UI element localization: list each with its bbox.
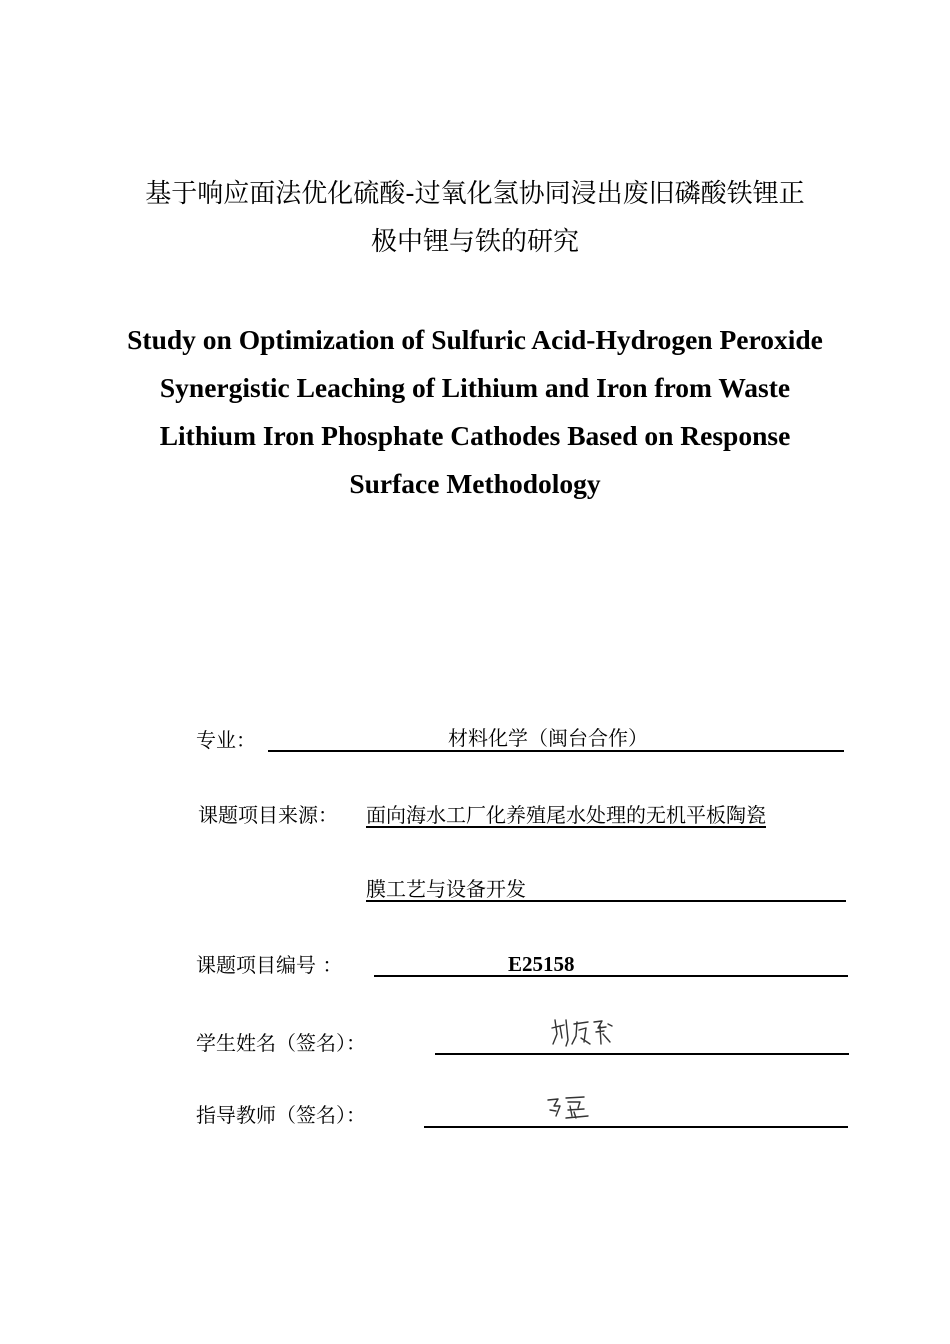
advisor-label: 指导教师（签名）：: [196, 1103, 366, 1127]
source-label: 课题项目来源：: [198, 803, 338, 827]
source-value-line2: 膜工艺与设备开发: [366, 877, 526, 901]
source-value-line1: 面向海水工厂化养殖尾水处理的无机平板陶瓷: [366, 803, 766, 827]
title-en: [0, 316, 950, 508]
project-no-label: 课题项目编号 ：: [196, 953, 343, 977]
student-underline: [435, 1053, 849, 1055]
title-en-line3: Lithium Iron Phosphate Cathodes Based on Response: [159, 420, 791, 451]
advisor-underline: [424, 1126, 848, 1128]
project-no-value: E25158: [508, 952, 575, 976]
student-label: 学生姓名（签名）：: [196, 1031, 366, 1055]
title-cn-line1: 基于响应面法优化硫酸-过氧化氢协同浸出废旧磷酸铁锂正: [145, 179, 805, 209]
student-signature: [546, 1014, 616, 1050]
advisor-signature: [544, 1094, 594, 1122]
title-en-line2: Synergistic Leaching of Lithium and Iron from Waste: [159, 372, 791, 403]
major-value: 材料化学（闽台合作）: [448, 726, 648, 750]
title-cn-line2: 极中锂与铁的研究: [370, 227, 579, 257]
title-en-line1: Study on Optimization of Sulfuric Acid-Hydrogen Peroxide: [127, 324, 823, 355]
major-label: 专业：: [196, 728, 256, 752]
source-underline: [366, 900, 846, 902]
project-no-underline: [374, 975, 848, 977]
title-en-line4: Surface Methodology: [349, 468, 601, 499]
